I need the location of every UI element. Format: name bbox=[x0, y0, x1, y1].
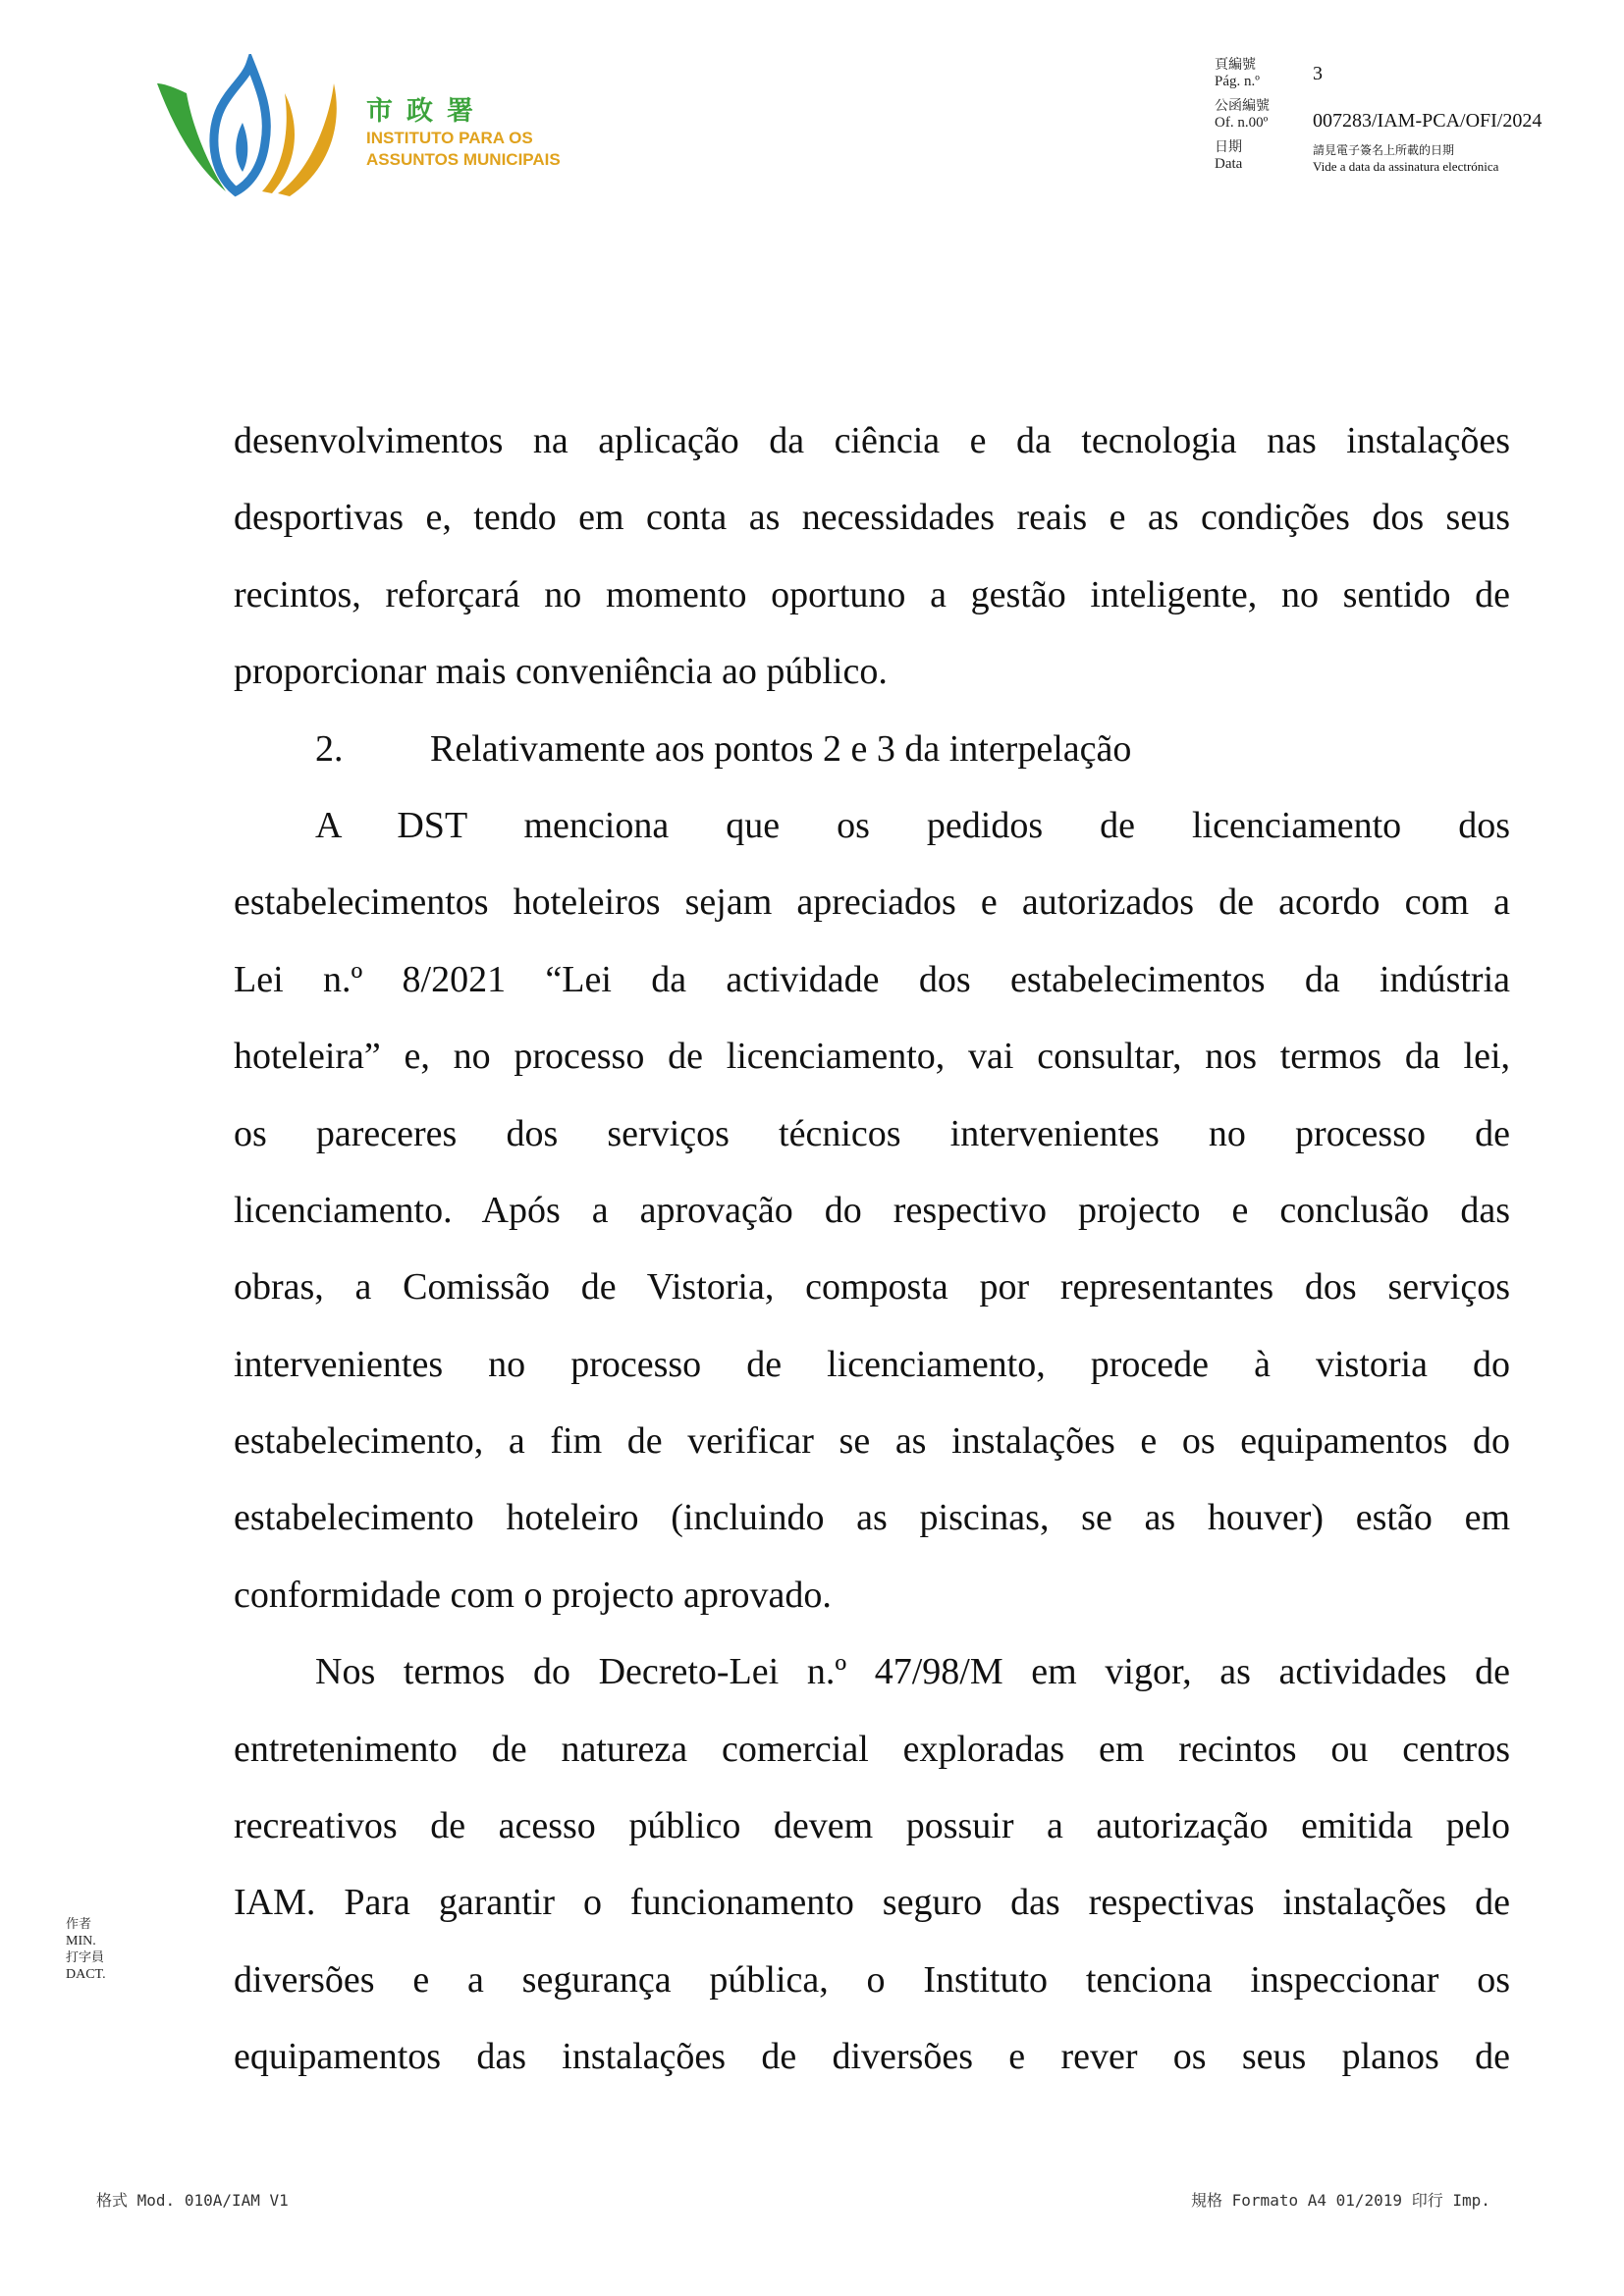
body-line: licenciamento. Após a aprovação do respectivo projecto e conclusão das bbox=[234, 1189, 1510, 1231]
date-value-pt: Vide a data da assinatura electrónica bbox=[1313, 159, 1499, 174]
footer-format-text: Formato A4 01/2019 bbox=[1231, 2191, 1403, 2210]
date-value-zh: 請見電子簽名上所載的日期 bbox=[1313, 143, 1455, 157]
body-line: intervenientes no processo de licenciamento, procede à vistoria do bbox=[234, 1343, 1510, 1385]
office-number-row bbox=[1215, 98, 1543, 132]
body-line: estabelecimento, a fim de verificar se as instalações e os equipamentos do bbox=[234, 1420, 1510, 1463]
section-heading bbox=[234, 711, 1510, 787]
body-line: IAM. Para garantir o funcionamento seguro das respectivas instalações de bbox=[234, 1882, 1510, 1924]
footer-format-label-zh: 規格 bbox=[1191, 2191, 1223, 2210]
body-line: desenvolvimentos na aplicação da ciência e da tecnologia nas instalações bbox=[234, 420, 1510, 461]
page-number: 3 bbox=[1313, 63, 1323, 84]
iam-emblem-icon bbox=[152, 54, 358, 201]
author-label-pt: MIN. bbox=[66, 1934, 96, 1949]
body-line: hoteleira” e, no processo de licenciamento, vai consultar, nos termos da lei, bbox=[234, 1036, 1510, 1078]
typist-label-zh: 打字員 bbox=[66, 1950, 105, 1965]
logo-text-block bbox=[366, 97, 561, 170]
page-number-row bbox=[1215, 57, 1323, 90]
body-line: estabelecimentos hoteleiros sejam apreciados e autorizados de acordo com a bbox=[234, 881, 1510, 924]
body-line: entretenimento de natureza comercial exploradas em recintos ou centros bbox=[234, 1728, 1510, 1770]
logo-name-portuguese-line2: ASSUNTOS MUNICIPAIS bbox=[366, 150, 561, 169]
body-line: estabelecimento hoteleiro (incluindo as piscinas, se as houver) estão em bbox=[234, 1497, 1510, 1539]
letter-body bbox=[234, 402, 1510, 2096]
body-line: conformidade com o projecto aprovado. bbox=[234, 1574, 832, 1616]
body-line: recintos, reforçará no momento oportuno a gestão inteligente, no sentido de bbox=[234, 573, 1510, 615]
footer-model bbox=[96, 2188, 289, 2211]
footer-print-label-zh: 印行 bbox=[1411, 2191, 1443, 2210]
body-line: recreativos de acesso público devem possuir a autorização emitida pelo bbox=[234, 1805, 1510, 1847]
body-line: obras, a Comissão de Vistoria, composta por representantes dos serviços bbox=[234, 1266, 1510, 1308]
logo-name-chinese: 市政署 bbox=[366, 96, 487, 127]
logo-name-portuguese-line1: INSTITUTO PARA OS bbox=[366, 129, 533, 147]
body-line: os pareceres dos serviços técnicos intervenientes no processo de bbox=[234, 1112, 1510, 1154]
office-number: 007283/IAM-PCA/OFI/2024 bbox=[1313, 110, 1543, 132]
section-number: 2. bbox=[315, 727, 344, 770]
office-label-pt: Of. n.00º bbox=[1215, 115, 1269, 131]
footer-model-label-zh: 格式 bbox=[96, 2191, 129, 2210]
date-row bbox=[1215, 139, 1499, 174]
body-line: desportivas e, tendo em conta as necessidades reais e as condições dos seus bbox=[234, 497, 1510, 539]
page-label-pt: Pág. n.º bbox=[1215, 74, 1260, 89]
body-line: Nos termos do Decreto-Lei n.º 47/98/M em vigor, as actividades de bbox=[315, 1651, 1510, 1693]
footer-print-text: Imp. bbox=[1452, 2191, 1490, 2210]
author-typist-marks bbox=[66, 1916, 106, 1983]
footer-format bbox=[1191, 2188, 1490, 2211]
body-line: diversões e a segurança pública, o Instituto tenciona inspeccionar os bbox=[234, 1958, 1510, 2001]
author-label-zh: 作者 bbox=[66, 1917, 92, 1932]
body-line: equipamentos das instalações de diversões e rever os seus planos de bbox=[234, 2036, 1510, 2078]
footer-model-text: Mod. 010A/IAM V1 bbox=[136, 2191, 289, 2210]
page-label-zh: 頁編號 bbox=[1215, 57, 1256, 73]
office-label-zh: 公函編號 bbox=[1215, 98, 1270, 114]
body-line: proporcionar mais conveniência ao público. bbox=[234, 651, 888, 693]
body-line: A DST menciona que os pedidos de licenciamento dos bbox=[315, 804, 1510, 846]
section-title: Relativamente aos pontos 2 e 3 da interpelação bbox=[430, 727, 1132, 770]
typist-label-pt: DACT. bbox=[66, 1967, 106, 1982]
date-label-zh: 日期 bbox=[1215, 139, 1242, 155]
iam-logo bbox=[152, 54, 565, 201]
body-line: Lei n.º 8/2021 “Lei da actividade dos estabelecimentos da indústria bbox=[234, 958, 1510, 1000]
date-label-pt: Data bbox=[1215, 156, 1243, 172]
